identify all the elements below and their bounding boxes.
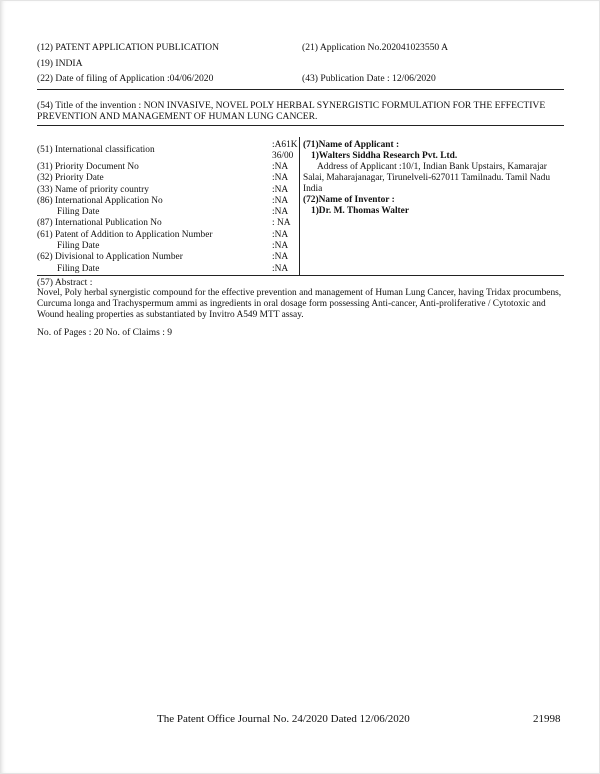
classification-value-2: 36/00 — [272, 151, 294, 161]
field-value: :NA — [272, 173, 289, 184]
field-row — [37, 162, 297, 173]
application-number: (21) Application No.202041023550 A — [302, 42, 449, 53]
journal-footer: The Patent Office Journal No. 24/2020 Dated 12/06/2020 — [157, 713, 410, 725]
classification-label: (51) International classification — [37, 145, 155, 155]
field-row — [37, 252, 297, 263]
column-divider — [299, 137, 300, 275]
applicant-name: 1)Walters Siddha Research Pvt. Ltd. — [311, 151, 458, 161]
field-value: :NA — [272, 184, 289, 195]
bibliographic-fields — [37, 140, 297, 275]
field-row — [37, 241, 297, 252]
country: (19) INDIA — [37, 58, 83, 69]
publication-date: (43) Publication Date : 12/06/2020 — [302, 73, 436, 84]
applicant-address: Address of Applicant :10/1, Indian Bank Upstairs, Kamarajar Salai, Maharajanagar, Tirunelveli-627011 Tamilnadu. Tamil Nadu India — [303, 162, 551, 194]
field-row — [37, 196, 297, 207]
inventor-name: 1)Dr. M. Thomas Walter — [311, 206, 409, 216]
field-label: (62) Divisional to Application Number — [37, 252, 183, 263]
abstract-heading: (57) Abstract : — [37, 277, 93, 288]
invention-title: (54) Title of the invention : NON INVASIVE, NOVEL POLY HERBAL SYNERGISTIC FORMULATION FOR THE EFFECTIVE PREVENTION AND MANAGEMENT OF HUMAN LUNG CANCER. — [37, 100, 546, 122]
field-row — [37, 218, 297, 229]
divider-abstract — [37, 275, 564, 276]
applicant-heading: (71)Name of Applicant : — [303, 140, 400, 150]
field-value: :NA — [272, 195, 289, 206]
field-label: (31) Priority Document No — [37, 162, 139, 172]
field-label: (86) International Application No — [37, 195, 163, 206]
field-row — [37, 207, 297, 218]
field-value: :NA — [272, 162, 289, 172]
field-row — [37, 185, 297, 196]
field-label: (87) International Publication No — [37, 218, 162, 229]
classification-row — [37, 140, 297, 162]
field-row — [37, 264, 297, 275]
field-value: :NA — [272, 252, 289, 263]
field-label: (61) Patent of Addition to Application Number — [37, 229, 213, 240]
field-value: :NA — [272, 263, 289, 274]
abstract-text: Novel, Poly herbal synergistic compound for the effective prevention and management of Human Lung Cancer, having Tridax procumbens, Curcuma longa and Trachyspermum ammi as ingredients in oral dosage form possessing Anti-cancer, Anti-proliferative / Cytotoxic and Wound healing properties as substantiated by Invitro A549 MTT assay. — [37, 288, 562, 321]
field-row — [37, 230, 297, 241]
field-label: (32) Priority Date — [37, 173, 104, 184]
field-label: Filing Date — [57, 207, 100, 218]
field-label: Filing Date — [57, 263, 100, 274]
classification-value-1: :A61K — [272, 140, 298, 150]
field-value: :NA — [272, 207, 289, 218]
filing-date: (22) Date of filing of Application :04/06/2020 — [37, 73, 214, 84]
divider-title — [37, 125, 564, 126]
field-value: :NA — [272, 229, 289, 240]
publication-type: (12) PATENT APPLICATION PUBLICATION — [37, 42, 220, 53]
parties-section — [303, 140, 565, 217]
inventor-heading: (72)Name of Inventor : — [303, 195, 395, 205]
field-value: :NA — [272, 241, 289, 252]
divider-top — [37, 89, 564, 90]
field-row — [37, 173, 297, 184]
field-label: (33) Name of priority country — [37, 184, 149, 195]
field-value: : NA — [272, 218, 291, 229]
page-number: 21998 — [533, 713, 561, 725]
pages-and-claims: No. of Pages : 20 No. of Claims : 9 — [37, 327, 173, 338]
field-label: Filing Date — [57, 241, 100, 252]
